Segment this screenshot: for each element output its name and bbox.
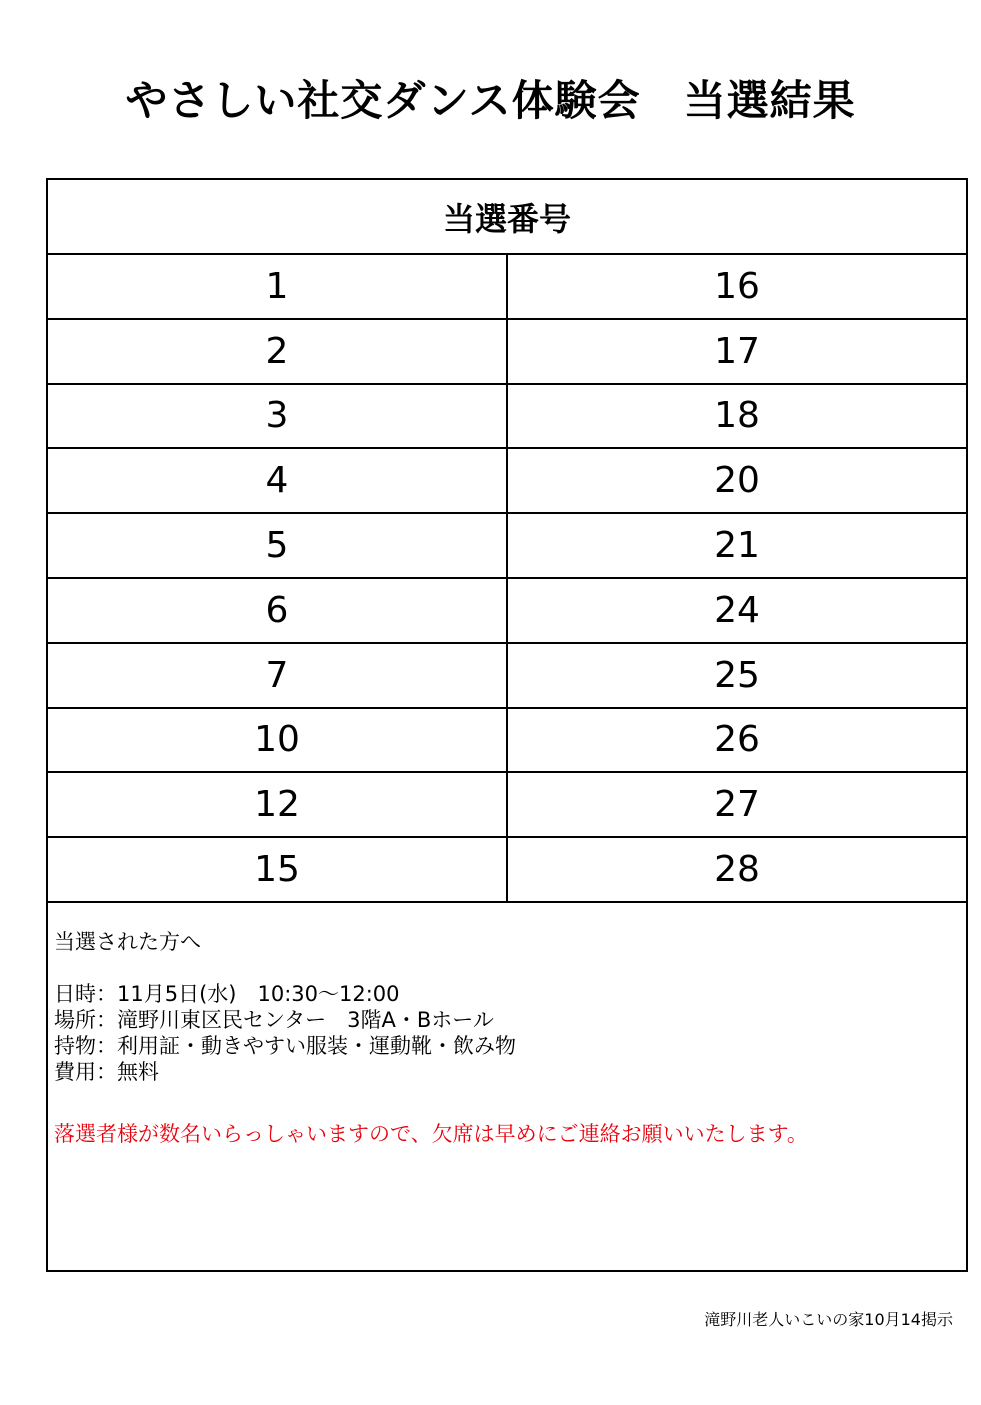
- spacer: [54, 955, 966, 981]
- results-table: [46, 178, 968, 1272]
- winning-number: 5: [48, 514, 508, 577]
- winning-number: 28: [714, 849, 760, 891]
- winning-number: 10: [48, 709, 508, 772]
- winning-number: 16: [714, 265, 760, 307]
- event-place: 場所：滝野川東区民センター 3階A・Bホール: [54, 1007, 494, 1032]
- absence-warning: 落選者様が数名いらっしゃいますので、欠席は早めにご連絡お願いいたします。: [54, 1121, 808, 1146]
- winning-number: 6: [48, 579, 508, 642]
- winning-number: 27: [714, 784, 760, 826]
- winning-number: 24: [714, 589, 760, 631]
- notice-intro: 当選された方へ: [54, 929, 201, 954]
- winning-number: 25: [714, 654, 760, 696]
- winning-number: 20: [714, 460, 760, 502]
- page-title: やさしい社交ダンス体験会 当選結果: [125, 76, 856, 125]
- winning-number: 15: [48, 838, 508, 901]
- winning-number: 1: [48, 255, 508, 318]
- winning-number: 4: [48, 449, 508, 512]
- event-fee: 費用：無料: [54, 1059, 159, 1084]
- number-rows: [48, 255, 966, 903]
- table-row: [48, 579, 966, 644]
- event-items: 持物：利用証・動きやすい服装・運動靴・飲み物: [54, 1033, 516, 1058]
- table-row: [48, 255, 966, 320]
- table-row: [48, 838, 966, 903]
- winning-number: 2: [48, 320, 508, 383]
- winning-number: 12: [48, 773, 508, 836]
- table-row: [48, 644, 966, 709]
- winning-number: 3: [48, 385, 508, 448]
- winning-number: 7: [48, 644, 508, 707]
- posting-note: 滝野川老人いこいの家10月14掲示: [704, 1310, 953, 1329]
- winning-number: 26: [714, 719, 760, 761]
- notice-section: [48, 903, 966, 1147]
- table-header: 当選番号: [48, 180, 966, 255]
- table-row: [48, 385, 966, 450]
- winning-number: 21: [714, 525, 760, 567]
- table-row: [48, 709, 966, 774]
- table-row: [48, 514, 966, 579]
- table-row: [48, 320, 966, 385]
- table-row: [48, 773, 966, 838]
- winning-number: 18: [714, 395, 760, 437]
- event-datetime: 日時：11月5日(水) 10:30〜12:00: [54, 981, 400, 1006]
- winning-number: 17: [714, 330, 760, 372]
- table-row: [48, 449, 966, 514]
